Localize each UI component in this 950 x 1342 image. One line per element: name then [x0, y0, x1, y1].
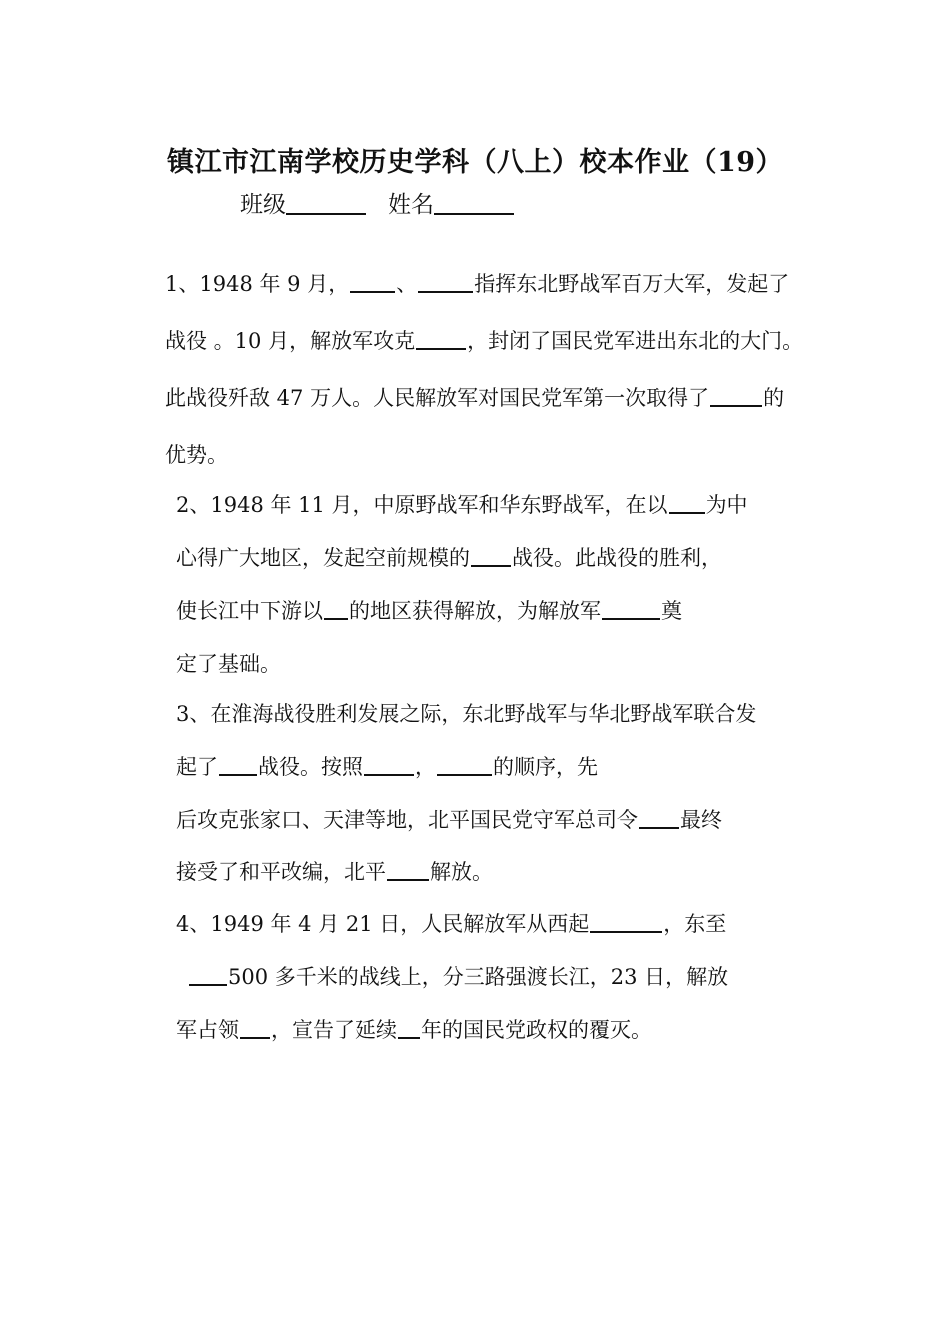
q3-line-1: [176, 700, 756, 728]
q2-line-4: [176, 650, 281, 678]
q2-line-1: [176, 491, 748, 519]
q1-line-3: [165, 384, 784, 412]
q1-line-1: [165, 270, 789, 298]
q4-line-2: [188, 963, 728, 991]
q2-line-2: [176, 544, 722, 572]
q2-line-3: [176, 597, 682, 625]
q1-blank-1[interactable]: [350, 273, 395, 293]
page-title: 镇江市江南学校历史学科（八上）校本作业（19）: [166, 147, 784, 178]
q3-line-2: [176, 753, 598, 781]
q3-blank-5[interactable]: [387, 861, 429, 881]
q2-blank-4[interactable]: [602, 600, 660, 620]
q2-text: 心得广大地区，发起空前规模的: [176, 546, 470, 570]
q3-blank-4[interactable]: [639, 809, 679, 829]
q1-text: 战役 。10 月，解放军攻克: [165, 329, 416, 353]
q3-blank-2[interactable]: [364, 756, 414, 776]
q1-line-2: [165, 327, 803, 355]
q4-blank-4[interactable]: [398, 1019, 420, 1039]
q4-text: 年的国民党政权的覆灭。: [421, 1018, 652, 1042]
class-label: 班级: [240, 192, 286, 218]
name-label: 姓名: [387, 192, 434, 218]
q4-line-1: [176, 910, 726, 938]
q4-text: 军占领: [176, 1018, 239, 1042]
name-blank[interactable]: [434, 193, 514, 215]
q3-text: 后攻克张家口、天津等地，北平国民党守军总司令: [176, 808, 638, 832]
q3-text: 起了: [176, 755, 218, 779]
q1-line-4: [165, 441, 228, 469]
q2-blank-2[interactable]: [471, 547, 511, 567]
q3-text: 3、在淮海战役胜利发展之际，东北野战军与华北野战军联合发: [176, 702, 757, 726]
q3-line-3: [176, 806, 722, 834]
q4-text: 500 多千米的战线上，分三路强渡长江，23 日，解放: [228, 965, 729, 989]
q4-blank-3[interactable]: [240, 1019, 270, 1039]
q1-blank-2[interactable]: [418, 273, 473, 293]
q1-text: 指挥东北野战军百万大军，发起了: [474, 272, 790, 296]
q4-text: ，宣告了延续: [271, 1018, 397, 1042]
q4-text: ，东至: [663, 912, 727, 936]
q1-blank-3[interactable]: [416, 330, 466, 350]
q1-text: 1、1948 年 9 月，: [165, 272, 350, 296]
q3-text: 解放。: [430, 860, 493, 884]
q1-text: 此战役歼敌 47 万人。人民解放军对国民党军第一次取得了: [165, 386, 710, 410]
q3-text: 最终: [680, 808, 722, 832]
q3-text: ，: [415, 755, 436, 779]
q2-text: 的地区获得解放，为解放军: [349, 599, 601, 623]
q1-text: 、: [396, 272, 418, 296]
q1-text: 优势。: [165, 443, 228, 467]
q3-line-4: [176, 858, 493, 886]
q3-blank-1[interactable]: [219, 756, 257, 776]
q4-line-3: [176, 1016, 652, 1044]
q1-text: ，封闭了国民党军进出东北的大门。: [467, 329, 804, 353]
q4-blank-1[interactable]: [590, 913, 662, 933]
q4-blank-2[interactable]: [189, 966, 227, 986]
student-info: [240, 186, 514, 219]
q3-blank-3[interactable]: [437, 756, 492, 776]
q3-text: 战役。按照: [258, 755, 363, 779]
q1-text: 的: [763, 386, 785, 410]
q2-text: 奠: [661, 599, 682, 623]
q2-blank-1[interactable]: [669, 494, 705, 514]
q2-text: 2、1948 年 11 月，中原野战军和华东野战军，在以: [176, 493, 668, 517]
q3-text: 的顺序，先: [493, 755, 598, 779]
q3-text: 接受了和平改编，北平: [176, 860, 386, 884]
q1-blank-4[interactable]: [710, 387, 762, 407]
q2-text: 战役。此战役的胜利，: [512, 546, 722, 570]
q2-blank-3[interactable]: [324, 600, 348, 620]
class-blank[interactable]: [286, 193, 366, 215]
q4-text: 4、1949 年 4 月 21 日，人民解放军从西起: [176, 912, 590, 936]
q2-text: 定了基础。: [176, 652, 281, 676]
q2-text: 使长江中下游以: [176, 599, 323, 623]
q2-text: 为中: [705, 493, 748, 517]
